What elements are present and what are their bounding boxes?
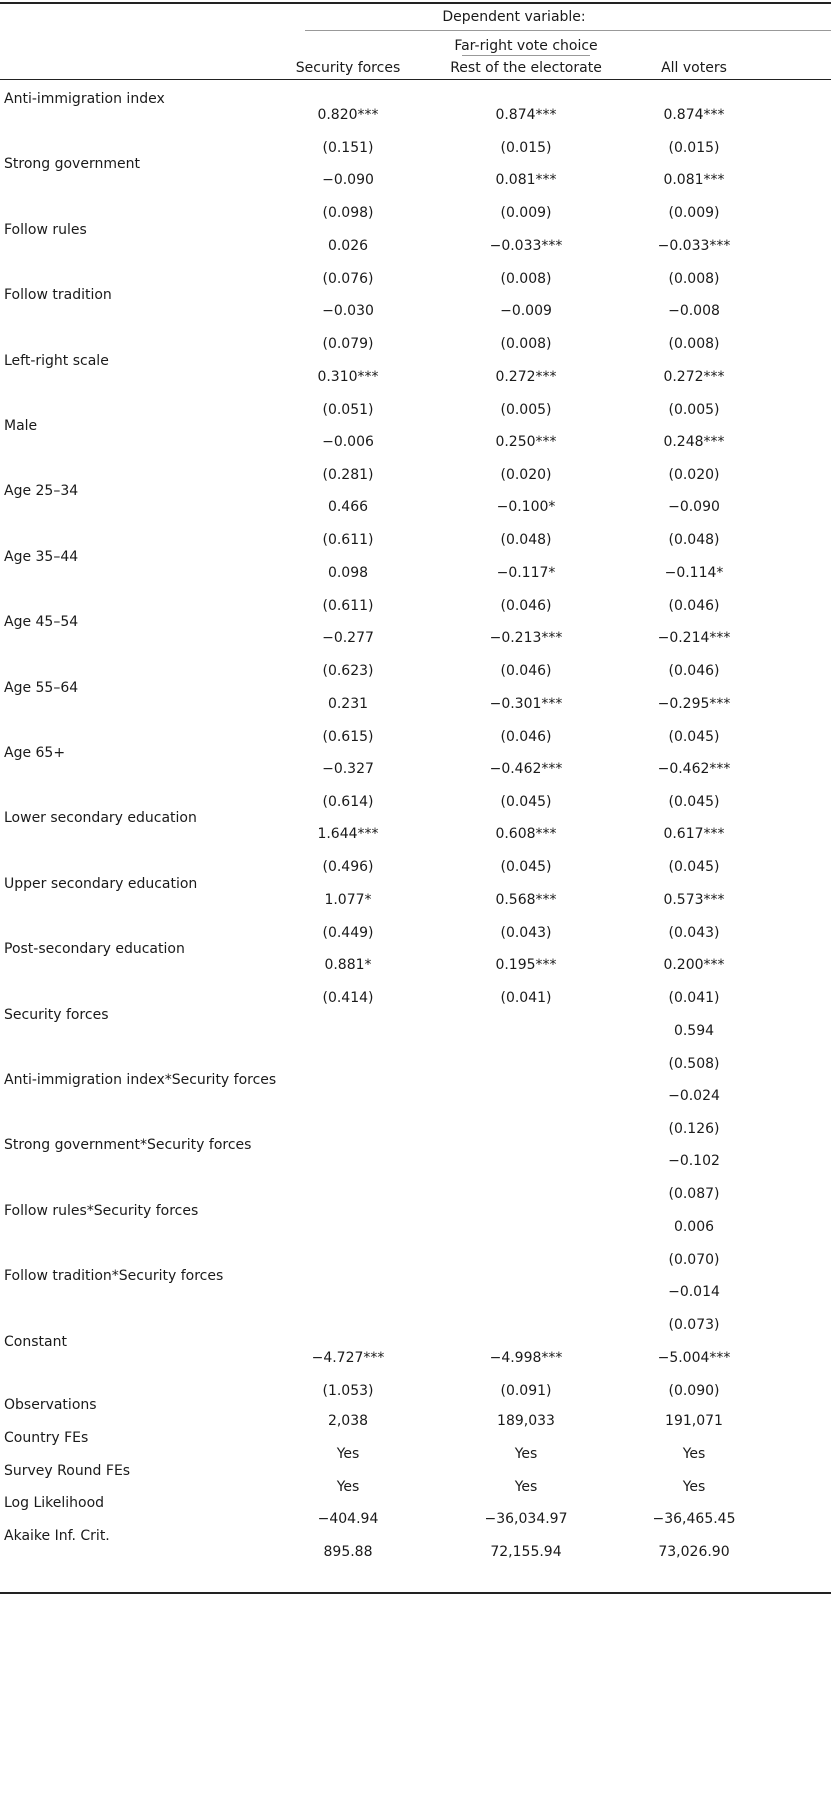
row-label: Follow tradition [4, 287, 112, 304]
standard-error-cell: (0.008) [668, 270, 720, 287]
stat-value: Yes [336, 1446, 360, 1462]
coefficient-cell: 0.594 [673, 1022, 715, 1039]
standard-error-cell: (0.009) [668, 205, 720, 222]
row-label: Constant [4, 1333, 67, 1350]
standard-error-cell: (0.043) [500, 924, 552, 941]
coefficient-cell: 0.250*** [495, 434, 557, 450]
coefficient-cell: −0.008 [668, 303, 720, 320]
coefficient-cell: −0.030 [322, 303, 374, 320]
top-rule [0, 2, 831, 4]
coefficient-cell: 1.644*** [317, 826, 379, 843]
coefficient-cell: −0.090 [668, 499, 720, 516]
standard-error-cell: (0.151) [322, 140, 374, 156]
row-label: Upper secondary education [4, 875, 198, 892]
standard-error-cell: (0.045) [500, 859, 552, 876]
standard-error-cell: (0.076) [322, 270, 374, 287]
standard-error-cell: (0.079) [322, 336, 374, 353]
stat-value: 189,033 [497, 1413, 555, 1429]
coefficient-cell: 0.081*** [663, 172, 725, 189]
coefficient-cell: −0.214*** [657, 630, 731, 647]
far-right-vote-label: Far-right vote choice [454, 38, 598, 54]
standard-error-cell: (0.008) [668, 336, 720, 353]
standard-error-cell: (0.070) [668, 1251, 720, 1268]
standard-error-cell: (0.126) [668, 1121, 720, 1137]
row-label: Age 35–44 [4, 548, 79, 565]
standard-error-cell: (0.045) [668, 794, 720, 810]
stat-value: Yes [514, 1446, 538, 1462]
row-label: Age 55–64 [4, 679, 79, 696]
row-label: Follow rules [4, 221, 87, 238]
standard-error-cell: (0.611) [322, 532, 374, 549]
standard-error-cell: (0.046) [668, 663, 720, 680]
standard-error-cell: (0.623) [322, 663, 374, 680]
standard-error-cell: (1.053) [322, 1382, 374, 1399]
coefficient-cell: 0.874*** [495, 107, 557, 123]
row-label: Left-right scale [4, 352, 109, 369]
stat-value: Yes [682, 1446, 706, 1462]
coefficient-cell: 0.608*** [495, 826, 557, 843]
coefficient-cell: 0.310*** [317, 368, 379, 385]
standard-error-cell: (0.449) [322, 924, 374, 941]
coefficient-cell: −0.114* [664, 564, 724, 581]
stat-value: Yes [682, 1479, 706, 1495]
standard-error-cell: (0.281) [322, 467, 374, 483]
coefficient-cell: 0.820*** [317, 107, 379, 123]
row-label: Anti-immigration index*Security forces [4, 1072, 277, 1088]
standard-error-cell: (0.496) [322, 859, 374, 876]
coefficient-cell: −0.462*** [489, 761, 563, 777]
standard-error-cell: (0.098) [322, 205, 374, 222]
standard-error-cell: (0.091) [500, 1382, 552, 1399]
standard-error-cell: (0.045) [500, 794, 552, 810]
stat-value: 73,026.90 [658, 1544, 730, 1560]
standard-error-cell: (0.045) [668, 728, 720, 745]
coefficient-cell: −0.462*** [657, 761, 731, 777]
coefficient-cell: 0.568*** [495, 891, 557, 908]
dependent-variable-label: Dependent variable: [442, 9, 586, 25]
standard-error-cell: (0.041) [668, 990, 720, 1007]
stat-label: Country FEs [4, 1430, 89, 1446]
standard-error-cell: (0.614) [322, 794, 374, 810]
stat-label: Survey Round FEs [4, 1463, 131, 1479]
coefficient-cell: 0.272*** [495, 368, 557, 385]
standard-error-cell: (0.090) [668, 1382, 720, 1399]
standard-error-cell: (0.414) [322, 990, 374, 1007]
standard-error-cell: (0.048) [500, 532, 552, 549]
coefficient-cell: 1.077* [324, 891, 372, 908]
coefficient-cell: −0.090 [322, 172, 374, 189]
standard-error-cell: (0.611) [322, 597, 374, 614]
coefficient-cell: −0.213*** [489, 630, 563, 647]
stat-value: 895.88 [323, 1544, 373, 1560]
stat-label: Akaike Inf. Crit. [4, 1528, 110, 1544]
row-label: Age 45–54 [4, 614, 79, 631]
coefficient-cell: −0.033*** [489, 237, 563, 254]
row-label: Age 65+ [4, 745, 66, 761]
coefficient-cell: −0.102 [668, 1153, 720, 1170]
standard-error-cell: (0.005) [500, 401, 552, 418]
standard-error-cell: (0.020) [668, 467, 720, 483]
row-label: Follow rules*Security forces [4, 1202, 199, 1219]
standard-error-cell: (0.020) [500, 467, 552, 483]
coefficient-cell: −4.998*** [489, 1349, 563, 1366]
coefficient-cell: 0.231 [327, 695, 369, 712]
row-label: Post-secondary education [4, 941, 185, 958]
stat-value: 72,155.94 [490, 1544, 562, 1560]
coefficient-cell: −4.727*** [311, 1349, 385, 1366]
standard-error-cell: (0.008) [500, 336, 552, 353]
coefficient-cell: −0.100* [496, 499, 556, 516]
standard-error-cell: (0.009) [500, 205, 552, 222]
standard-error-cell: (0.508) [668, 1055, 720, 1072]
row-label: Anti-immigration index [4, 91, 165, 107]
coefficient-cell: −0.277 [322, 630, 374, 647]
standard-error-cell: (0.015) [668, 140, 720, 156]
coefficient-cell: −0.009 [500, 303, 552, 320]
coefficient-cell: 0.200*** [663, 957, 725, 974]
coefficient-cell: 0.081*** [495, 172, 557, 189]
stat-value: Yes [336, 1479, 360, 1495]
coefficient-cell: 0.874*** [663, 107, 725, 123]
stat-value: −404.94 [317, 1511, 379, 1527]
coefficient-cell: 0.098 [327, 564, 369, 581]
coefficient-cell: −0.033*** [657, 237, 731, 254]
standard-error-cell: (0.043) [668, 924, 720, 941]
far-right-vote-rule [462, 55, 590, 56]
row-label: Strong government*Security forces [4, 1137, 252, 1154]
row-label: Strong government [4, 156, 140, 173]
stat-value: −36,465.45 [652, 1511, 736, 1527]
standard-error-cell: (0.005) [668, 401, 720, 418]
row-label: Male [4, 418, 38, 434]
column-header-all-voters: All voters [661, 60, 727, 76]
standard-error-cell: (0.046) [500, 663, 552, 680]
coefficient-cell: 0.617*** [663, 826, 725, 843]
column-header-security-forces: Security forces [295, 60, 401, 76]
standard-error-cell: (0.045) [668, 859, 720, 876]
header-rule [0, 79, 831, 80]
coefficient-cell: −0.327 [322, 761, 374, 777]
row-label: Age 25–34 [4, 483, 79, 500]
coefficient-cell: −5.004*** [657, 1349, 731, 1366]
coefficient-cell: 0.466 [327, 499, 369, 516]
standard-error-cell: (0.615) [322, 728, 374, 745]
stat-label: Observations [4, 1397, 97, 1413]
coefficient-cell: 0.248*** [663, 434, 725, 450]
standard-error-cell: (0.046) [500, 728, 552, 745]
coefficient-cell: −0.006 [322, 434, 374, 450]
standard-error-cell: (0.073) [668, 1317, 720, 1334]
stat-label: Log Likelihood [4, 1495, 105, 1511]
standard-error-cell: (0.051) [322, 401, 374, 418]
coefficient-cell: 0.272*** [663, 368, 725, 385]
coefficient-cell: −0.014 [668, 1284, 720, 1301]
coefficient-cell: 0.006 [673, 1218, 715, 1235]
row-label: Security forces [4, 1006, 109, 1023]
standard-error-cell: (0.048) [668, 532, 720, 549]
column-header-rest-of-electorate: Rest of the electorate [450, 60, 602, 76]
stat-value: 191,071 [665, 1413, 723, 1429]
stat-value: 2,038 [327, 1413, 369, 1429]
standard-error-cell: (0.046) [668, 597, 720, 614]
coefficient-cell: −0.024 [668, 1088, 720, 1104]
standard-error-cell: (0.008) [500, 270, 552, 287]
coefficient-cell: 0.881* [324, 957, 372, 974]
coefficient-cell: −0.295*** [657, 695, 731, 712]
coefficient-cell: 0.195*** [495, 957, 557, 974]
standard-error-cell: (0.015) [500, 140, 552, 156]
row-label: Lower secondary education [4, 810, 197, 827]
stat-value: −36,034.97 [484, 1511, 568, 1527]
coefficient-cell: −0.301*** [489, 695, 563, 712]
coefficient-cell: 0.026 [327, 237, 369, 254]
standard-error-cell: (0.087) [668, 1186, 720, 1203]
bottom-rule [0, 1592, 831, 1594]
stat-value: Yes [514, 1479, 538, 1495]
standard-error-cell: (0.041) [500, 990, 552, 1007]
coefficient-cell: 0.573*** [663, 891, 725, 908]
coefficient-cell: −0.117* [496, 564, 556, 581]
row-label: Follow tradition*Security forces [4, 1268, 224, 1285]
standard-error-cell: (0.046) [500, 597, 552, 614]
dependent-variable-rule [305, 30, 831, 31]
